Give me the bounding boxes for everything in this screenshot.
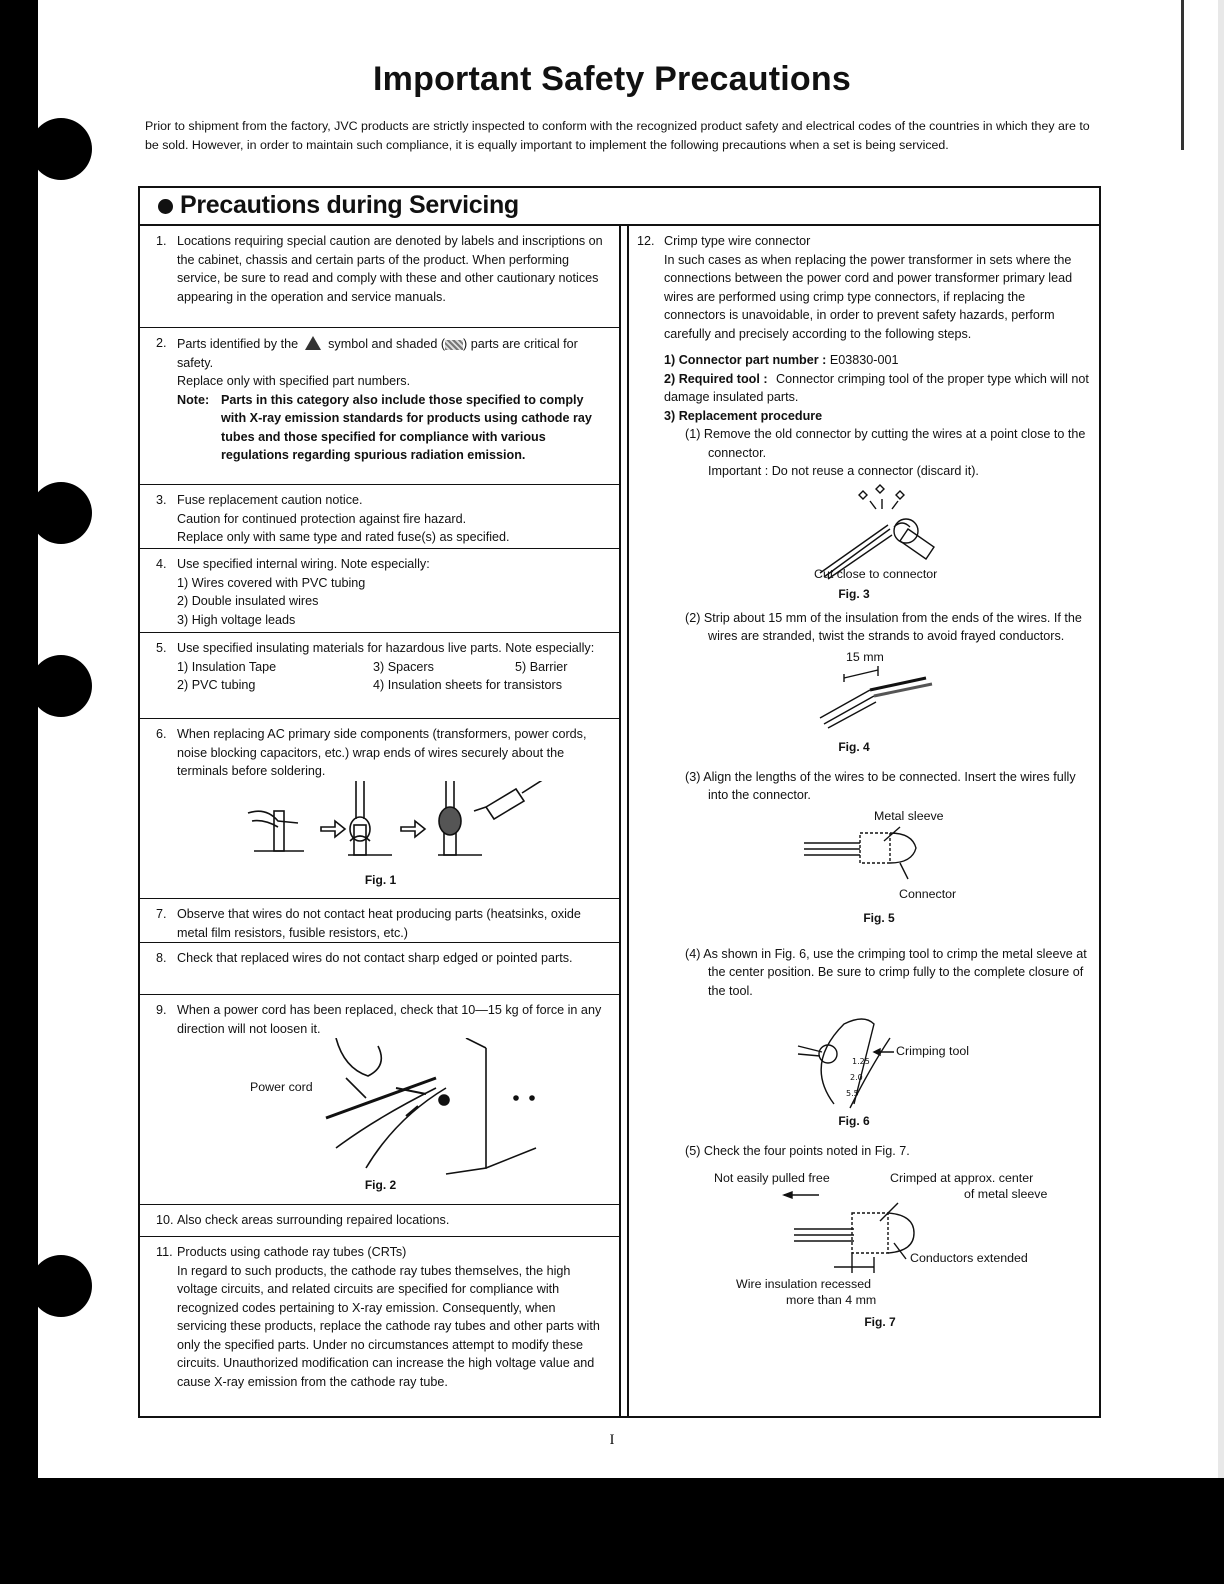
list-item: 5) Barrier [515,659,568,674]
item-line: Use specified internal wiring. Note especially: [177,557,430,571]
step-label: 1) Connector part number : [664,353,827,367]
procedure-5: (5) Check the four points noted in Fig. 7. [685,1144,910,1158]
bullet-icon [158,199,173,214]
text-fragment: symbol and shaded ( [328,337,446,351]
fig-5 [664,805,1089,925]
item-number: 11. [156,1245,173,1259]
item-text: Locations requiring special caution are denoted by labels and inscriptions on the cabinet, chassis and certain parts of the product. When performing service, be sure to read and comply with these and other cautionary notices appearing in the operation and service manuals. [177,234,603,304]
procedure-4: (4) As shown in Fig. 6, use the crimping tool to crimp the metal sleeve at the center position. Be sure to crimp fully to the complete closure of the tool. [685,946,1087,998]
step-3: 3) Replacement procedure [664,408,823,423]
right-column [637,226,1089,1331]
precautions-box [138,186,1101,1418]
scan-edge-right [1218,0,1224,1478]
procedure-3: (3) Align the lengths of the wires to be connected. Insert the wires fully into the connector. [685,769,1076,802]
figure-caption: Fig. 6 [838,1114,870,1128]
item-5 [140,633,619,719]
item-number: 8. [156,951,167,965]
figure-label: Power cord [250,1080,313,1094]
figure-label: Connector [899,886,957,901]
figure-caption: Fig. 5 [863,910,895,925]
item-4 [140,549,619,633]
item-text: Also check areas surrounding repaired locations. [177,1213,450,1227]
note-label: Note: [177,392,210,407]
item-number: 9. [156,1003,167,1017]
item-paragraph: In regard to such products, the cathode ray tubes themselves, the high voltage circuits, and related circuits are specified for compliance with recognized codes pertaining to X-ray emission. Consequently, when servicing these products, replace the cathode ray tubes and other parts with only the specified parts. Under no circumstances attempt to modify these circuits. Unauthorized modification can increase the high voltage value and cause X-ray emission from the cathode ray tube. [177,1263,600,1389]
step-label: 2) Required tool : [664,371,768,386]
procedure-2: (2) Strip about 15 mm of the insulation from the ends of the wires. If the wires are stranded, twist the strands to avoid frayed conductors. [685,610,1082,643]
text-fragment: Parts identified by the [177,337,299,351]
item-number: 12. [637,234,655,248]
item-text: Observe that wires do not contact heat producing parts (heatsinks, oxide metal film resistors, fusible resistors, etc.) [177,907,581,940]
item-number: 1. [156,234,167,248]
item-text: Check that replaced wires do not contact sharp edged or pointed parts. [177,951,573,965]
note-text: Parts in this category also include those specified to comply with X-ray emission standards for products using cathode ray tubes and those specified for compliance with various regulations regarding spurious radiation emission. [221,392,592,462]
item-number: 5. [156,641,167,655]
materials-row [177,658,605,677]
svg-text:1.25: 1.25 [852,1057,870,1066]
section-header [140,188,1099,226]
figure-label: more than 4 mm [786,1292,877,1307]
item-number: 7. [156,907,167,921]
scan-edge-bottom [0,1478,1224,1584]
item-12 [637,232,1089,1331]
text-fragment: ) parts are critical for safety. [177,337,578,370]
item-text [177,1243,605,1391]
fig-7 [664,1161,1089,1331]
item-line: Crimp type wire connector [664,234,811,248]
svg-text:2.0: 2.0 [850,1073,863,1082]
item-line: Replace only with same type and rated fuse(s) as specified. [177,530,510,544]
intro-paragraph: Prior to shipment from the factory, JVC products are strictly inspected to conform with the recognized product safety and electrical codes of the countries in which they are to be sold. However, in order to maintain such compliance, it is equally important to implement the following precautions when a set is being serviced. [145,119,1090,152]
item-number: 6. [156,727,167,741]
figure-caption: Fig. 2 [364,1178,397,1192]
figure-caption: Fig. 3 [838,586,870,601]
item-number: 2. [156,336,167,350]
punch-hole [30,482,92,544]
item-text [664,232,1089,1331]
item-2 [140,328,619,485]
item-number: 3. [156,493,167,507]
item-text [177,555,605,629]
figure-label: Conductors extended [910,1250,1028,1265]
crimp-check-diagram [764,1187,934,1277]
section-heading: Precautions during Servicing [180,191,519,219]
strip-wire-diagram [814,662,944,732]
shaded-swatch-icon [445,340,463,350]
list-item: 1) Insulation Tape [177,659,277,674]
item-number: 10. [156,1213,174,1227]
step-value: E03830-001 [829,353,899,367]
item-text [177,334,605,465]
list-item: 2) PVC tubing [177,678,256,692]
item-line: Use specified insulating materials for hazardous live parts. Note especially: [177,641,595,655]
item-text: When replacing AC primary side components (transformers, power cords, noise blocking capacitors, etc.) wrap ends of wires securely about the terminals before soldering. [177,727,587,778]
item-1 [140,226,619,328]
step-2 [664,370,1089,407]
item-line: Replace only with specified part numbers. [177,374,411,388]
figure-caption: Fig. 7 [864,1314,896,1329]
wire-wrap-diagram [156,781,596,873]
item-8 [140,943,619,995]
item-text [177,491,605,547]
item-text: When a power cord has been replaced, check that 10—15 kg of force in any direction will not loosen it. [177,1003,602,1036]
crimping-tool-diagram [794,1008,914,1118]
item-10 [140,1205,619,1237]
materials-row [177,676,605,695]
step-value-text: Connector crimping tool of the proper type which will not damage insulated parts. [664,371,1089,404]
column-divider [619,226,629,1416]
punch-hole [30,655,92,717]
item-6 [140,719,619,899]
item-line: Fuse replacement caution notice. [177,493,363,507]
insert-wire-diagram [804,823,944,883]
punch-hole [30,1255,92,1317]
item-7 [140,899,619,943]
important-note: Important : Do not reuse a connector (discard it). [708,464,979,478]
item-text [177,639,605,695]
figure-label: 15 mm [846,649,884,664]
list-item: 4) Insulation sheets for transistors [373,678,562,692]
page-title: Important Safety Precautions [373,60,851,98]
fig-3 [664,481,1089,601]
figure-label: Cut close to connector [814,566,938,581]
step-1 [664,351,1089,370]
item-number: 4. [156,557,167,571]
left-column [140,226,619,1413]
list-item: 3) High voltage leads [177,612,296,627]
procedure-1: (1) Remove the old connector by cutting the wires at a point close to the connector. [685,427,1086,460]
item-11 [140,1237,619,1413]
figure-caption: Fig. 1 [364,872,397,887]
item-9 [140,995,619,1205]
figure-label: Wire insulation recessed [736,1276,871,1291]
page-number: I [609,1432,615,1448]
svg-text:5.5: 5.5 [846,1089,859,1098]
list-item: 3) Spacers [373,659,434,674]
power-cord-diagram [306,1038,546,1178]
punch-hole [30,118,92,180]
power-cord-figure [156,1038,605,1178]
warning-triangle-icon [305,336,321,350]
fig-4 [664,646,1089,756]
item-paragraph: In such cases as when replacing the power transformer in sets where the connections between the power cord and power transformer primary lead wires are performed using crimp type connectors, if replacing the connectors is unavoidable, in order to prevent safety hazards, perform carefully and precisely according to the following steps. [664,252,1073,341]
figure-caption: Fig. 4 [838,739,870,754]
item-line: Products using cathode ray tubes (CRTs) [177,1245,407,1259]
list-item: 2) Double insulated wires [177,594,319,608]
figure-label: Not easily pulled free [714,1170,830,1185]
figure-label: Metal sleeve [874,808,944,823]
item-line: Caution for continued protection against fire hazard. [177,511,467,526]
item-3 [140,485,619,549]
figure-label: Crimped at approx. center [890,1170,1034,1185]
list-item: 1) Wires covered with PVC tubing [177,575,366,590]
fig-6 [664,1000,1089,1130]
figure-label: of metal sleeve [964,1186,1048,1201]
note-block [177,391,605,465]
figure-label: Crimping tool [896,1044,969,1058]
scan-edge-left [0,0,38,1584]
